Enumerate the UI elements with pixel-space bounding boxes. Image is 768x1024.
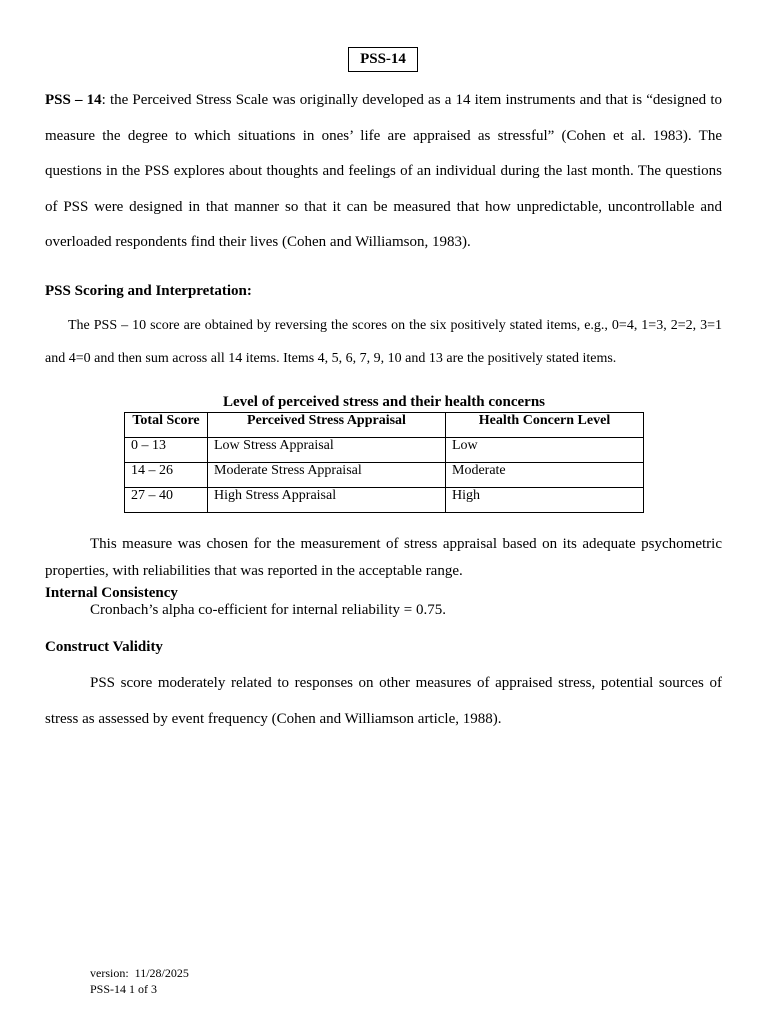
page-title: PSS-14	[348, 47, 418, 72]
internal-consistency-text: Cronbach’s alpha co-efficient for internal reliability = 0.75.	[90, 602, 446, 618]
footer-page-number: PSS-14 1 of 3	[90, 982, 158, 996]
cell-stress-appraisal: High Stress Appraisal	[208, 488, 446, 513]
construct-validity-paragraph: PSS score moderately related to responses on other measures of appraised stress, potential sources of stress as assessed by event frequency (Cohen and Williamson article, 1988).	[45, 675, 722, 727]
stress-level-table	[124, 412, 644, 513]
page-footer	[90, 965, 189, 997]
footer-version: version: 11/28/2025	[90, 966, 189, 980]
cell-total-score: 0 – 13	[125, 438, 208, 463]
intro-text: : the Perceived Stress Scale was originally developed as a 14 item instruments and that is “designed to measure the degree to which situations in ones’ life are appraised as stressful” (Cohen et al. 1983). The questions in the PSS explores about thoughts and feelings of an individual during the last month. The questions of PSS were designed in that manner so that it can be measured that how unpredictable, uncontrollable and overloaded respondents find their lives (Cohen and Williamson, 1983).	[45, 92, 722, 251]
table-caption: Level of perceived stress and their health concerns	[222, 394, 546, 410]
header-stress-appraisal: Perceived Stress Appraisal	[208, 413, 446, 438]
table-row	[125, 438, 644, 463]
table-header-row	[125, 413, 644, 438]
construct-validity-heading: Construct Validity	[45, 639, 163, 655]
table-row	[125, 488, 644, 513]
table-row	[125, 463, 644, 488]
header-health-concern: Health Concern Level	[446, 413, 644, 438]
cell-total-score: 27 – 40	[125, 488, 208, 513]
internal-consistency-heading: Internal Consistency	[45, 585, 178, 601]
scoring-paragraph: The PSS – 10 score are obtained by reversing the scores on the six positively stated items, e.g., 0=4, 1=3, 2=2, 3=1 and 4=0 and then sum across all 14 items. Items 4, 5, 6, 7, 9, 10 and 13 are the positively stated items.	[45, 318, 722, 366]
cell-total-score: 14 – 26	[125, 463, 208, 488]
measure-paragraph: This measure was chosen for the measurement of stress appraisal based on its adequate psychometric properties, with reliabilities that was reported in the acceptable range.	[45, 536, 722, 579]
cell-stress-appraisal: Moderate Stress Appraisal	[208, 463, 446, 488]
cell-health-concern: Moderate	[446, 463, 644, 488]
scoring-heading: PSS Scoring and Interpretation:	[45, 283, 252, 299]
cell-stress-appraisal: Low Stress Appraisal	[208, 438, 446, 463]
cell-health-concern: High	[446, 488, 644, 513]
intro-paragraph	[45, 83, 722, 261]
intro-lead: PSS – 14	[45, 92, 102, 108]
header-total-score: Total Score	[125, 413, 208, 438]
cell-health-concern: Low	[446, 438, 644, 463]
